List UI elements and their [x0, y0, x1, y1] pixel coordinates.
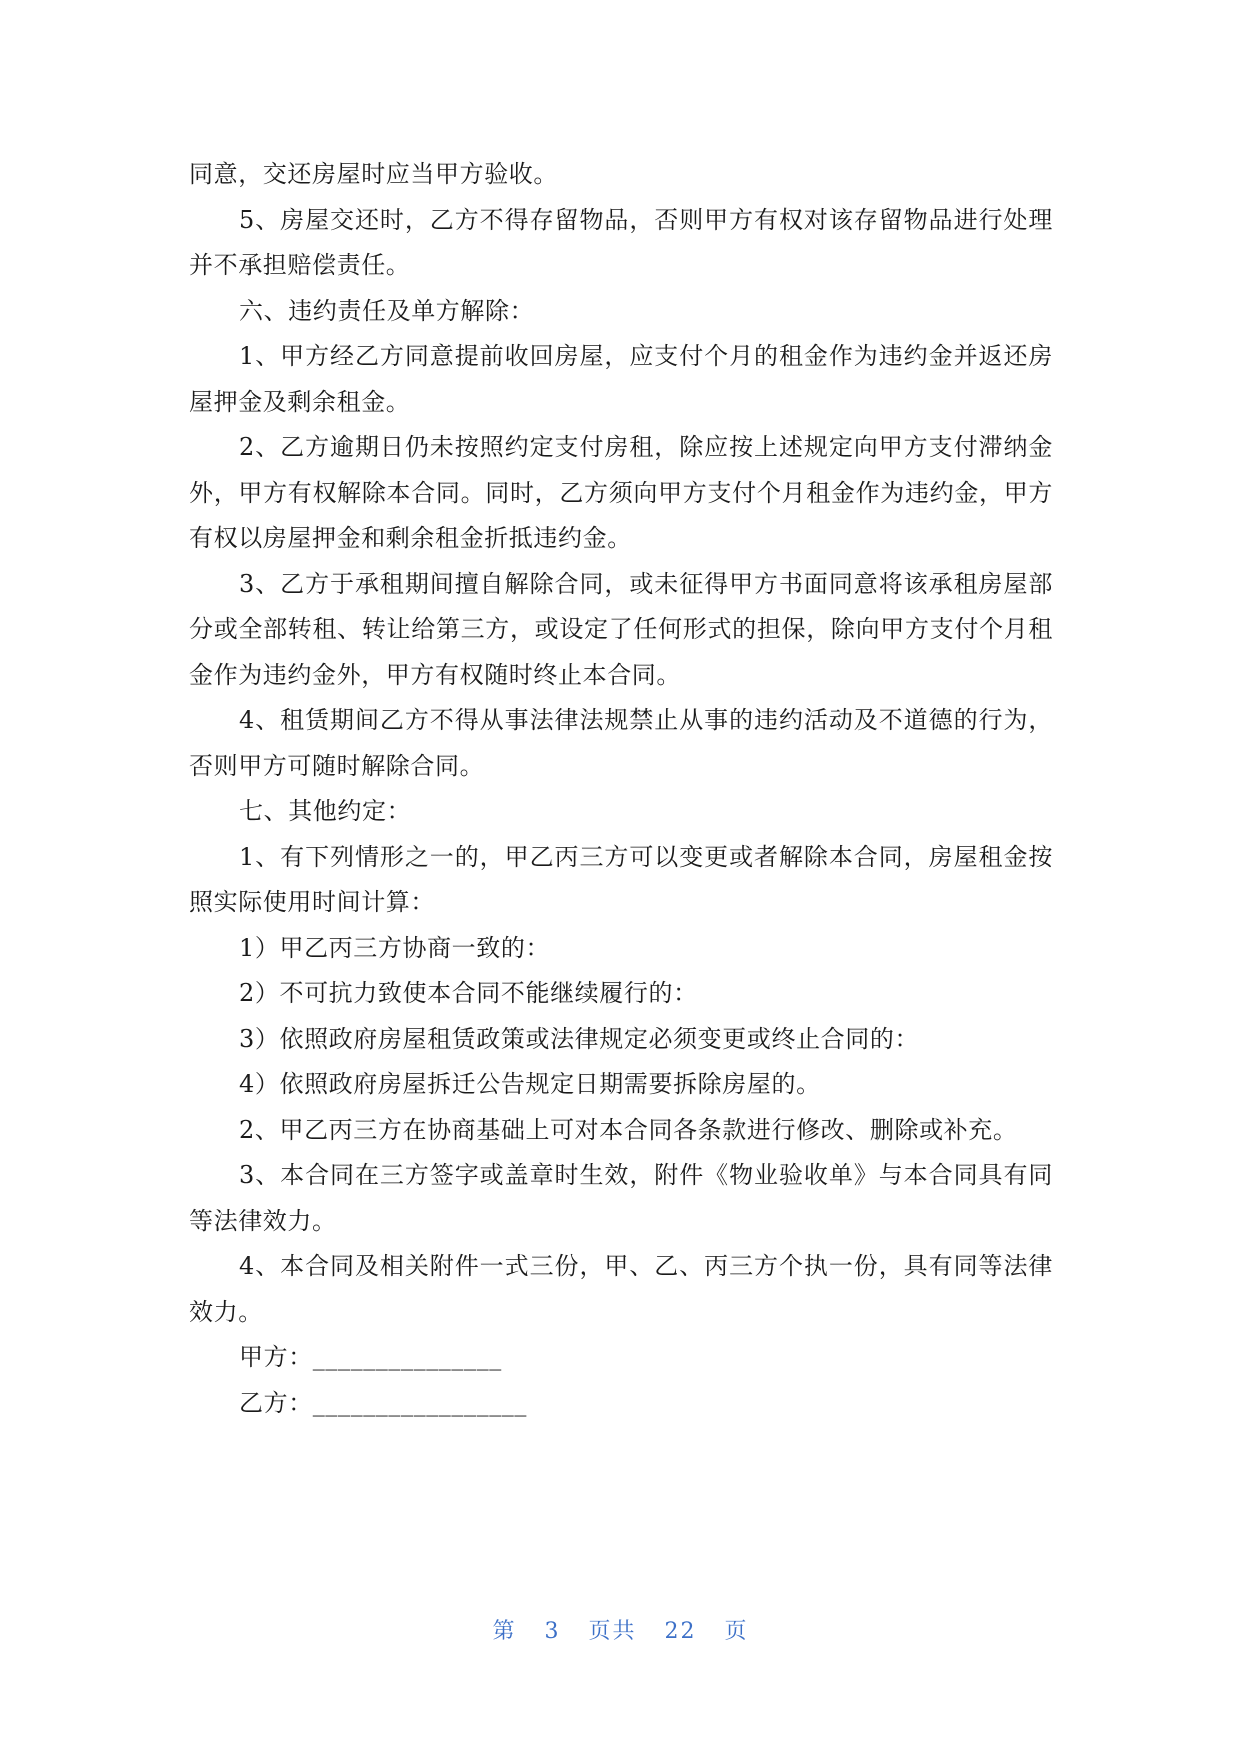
- paragraph: 3、本合同在三方签字或盖章时生效，附件《物业验收单》与本合同具有同等法律效力。: [189, 1161, 1053, 1235]
- list-item: 2）不可抗力致使本合同不能继续履行的：: [239, 979, 698, 1007]
- paragraph: 4、本合同及相关附件一式三份，甲、乙、丙三方个执一份，具有同等法律效力。: [189, 1252, 1053, 1326]
- paragraph: 1、甲方经乙方同意提前收回房屋，应支付个月的租金作为违约金并返还房屋押金及剩余租金。: [189, 342, 1053, 416]
- paragraph: 1、有下列情形之一的，甲乙丙三方可以变更或者解除本合同，房屋租金按照实际使用时间计算：: [189, 842, 1053, 916]
- paragraph: 5、房屋交还时，乙方不得存留物品，否则甲方有权对该存留物品进行处理并不承担赔偿责任。: [189, 205, 1053, 279]
- document-body: [189, 152, 1053, 1426]
- paragraph: 2、甲乙丙三方在协商基础上可对本合同各条款进行修改、删除或补充。: [239, 1115, 1018, 1144]
- paragraph: 同意，交还房屋时应当甲方验收。: [189, 160, 558, 188]
- list-item: 4）依照政府房屋拆迁公告规定日期需要拆除房屋的。: [239, 1070, 821, 1098]
- footer-prefix: 第: [492, 1619, 517, 1644]
- paragraph: 4、租赁期间乙方不得从事法律法规禁止从事的违约活动及不道德的行为，否则甲方可随时解除合同。: [189, 706, 1053, 780]
- section-heading: 七、其他约定：: [239, 797, 412, 825]
- total-pages-number: 22: [664, 1619, 697, 1644]
- paragraph: 3、乙方于承租期间擅自解除合同，或未征得甲方书面同意将该承租房屋部分或全部转租、转让给第三方，或设定了任何形式的担保，除向甲方支付个月租金作为违约金外，甲方有权随时终止本合同。: [189, 569, 1053, 689]
- party-a-signature-line: 甲方：_______________: [239, 1343, 502, 1371]
- paragraph: 2、乙方逾期日仍未按照约定支付房租，除应按上述规定向甲方支付滞纳金外，甲方有权解除本合同。同时，乙方须向甲方支付个月租金作为违约金，甲方有权以房屋押金和剩余租金折抵违约金。: [189, 433, 1053, 552]
- page-number-footer: [0, 1614, 1241, 1645]
- list-item: 3）依照政府房屋租赁政策或法律规定必须变更或终止合同的：: [239, 1024, 920, 1053]
- footer-suffix: 页: [724, 1619, 749, 1644]
- section-heading: 六、违约责任及单方解除：: [239, 296, 535, 325]
- party-b-signature-line: 乙方：_________________: [239, 1388, 527, 1417]
- current-page-number: 3: [544, 1619, 561, 1644]
- footer-middle: 页共: [588, 1619, 637, 1644]
- list-item: 1）甲乙丙三方协商一致的：: [239, 933, 551, 962]
